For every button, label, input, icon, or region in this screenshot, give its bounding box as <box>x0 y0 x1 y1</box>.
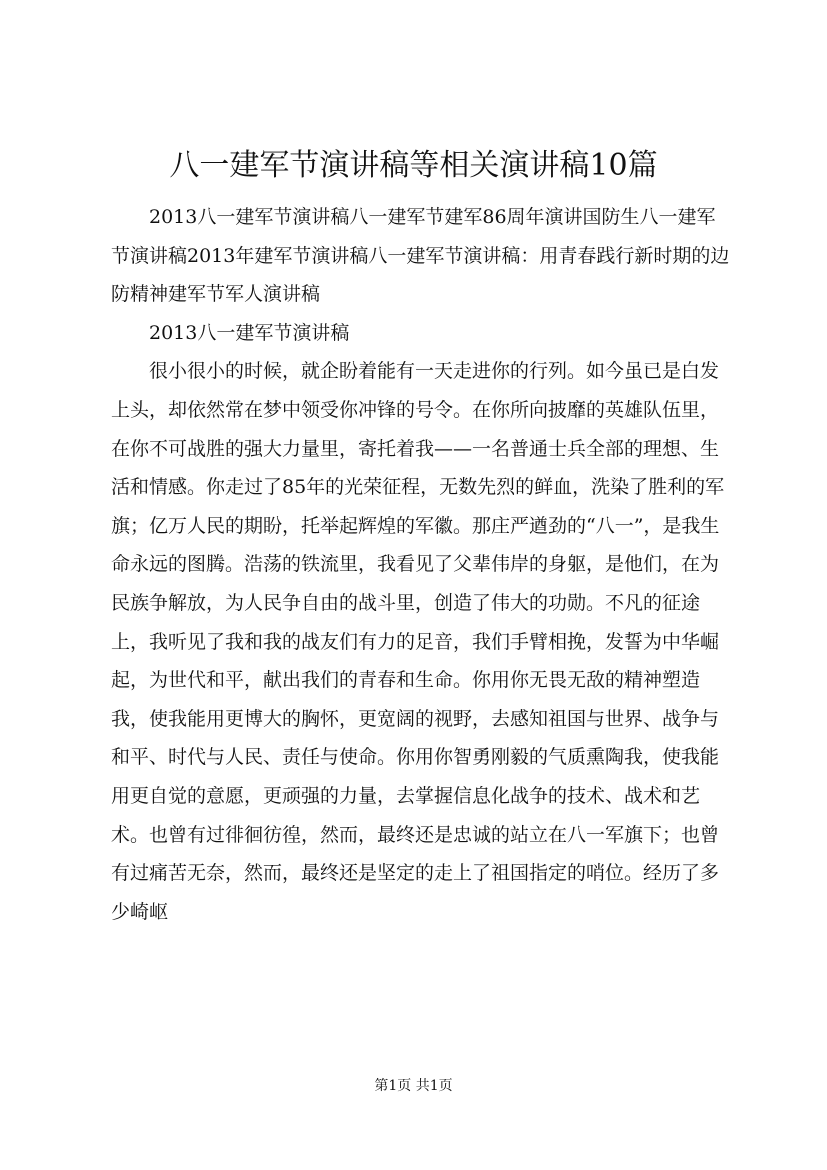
document-title: 八一建军节演讲稿等相关演讲稿10篇 <box>169 148 658 183</box>
paragraph-subtitle: 2013八一建军节演讲稿 <box>149 321 350 344</box>
paragraph-speech-body: 很小很小的时候，就企盼着能有一天走进你的行列。如今虽已是白发上头，却依然常在梦中领受你冲锋的号令。在你所向披靡的英雄队伍里，在你不可战胜的强大力量里，寄托着我——一名普通士兵全部的理想、生活和情感。你走过了85年的光荣征程，无数先烈的鲜血，洗染了胜利的军旗；亿万人民的期盼，托举起辉煌的军徽。那庄严遒劲的“八一”，是我生命永远的图腾。浩荡的铁流里，我看见了父辈伟岸的身躯，是他们，在为民族争解放，为人民争自由的战斗里，创造了伟大的功勋。不凡的征途上，我听见了我和我的战友们有力的足音，我们手臂相挽，发誓为中华崛起，为世代和平，献出我们的青春和生命。你用你无畏无敌的精神塑造我，使我能用更博大的胸怀，更宽阔的视野，去感知祖国与世界、战争与和平、时代与人民、责任与使命。你用你智勇刚毅的气质熏陶我，使我能用更自觉的意愿，更顽强的力量，去掌握信息化战争的技术、战术和艺术。也曾有过徘徊彷徨，然而，最终还是忠诚的站立在八一军旗下；也曾有过痛苦无奈，然而，最终还是坚定的走上了祖国指定的哨位。经历了多少崎岖 <box>111 360 725 923</box>
page-footer: 第1页 共1页 <box>374 1078 453 1094</box>
paragraph-related-titles: 2013八一建军节演讲稿八一建军节建军86周年演讲国防生八一建军节演讲稿2013年建军节演讲稿八一建军节演讲稿：用青春践行新时期的边防精神建军节军人演讲稿 <box>111 206 730 306</box>
document-body <box>111 198 731 931</box>
